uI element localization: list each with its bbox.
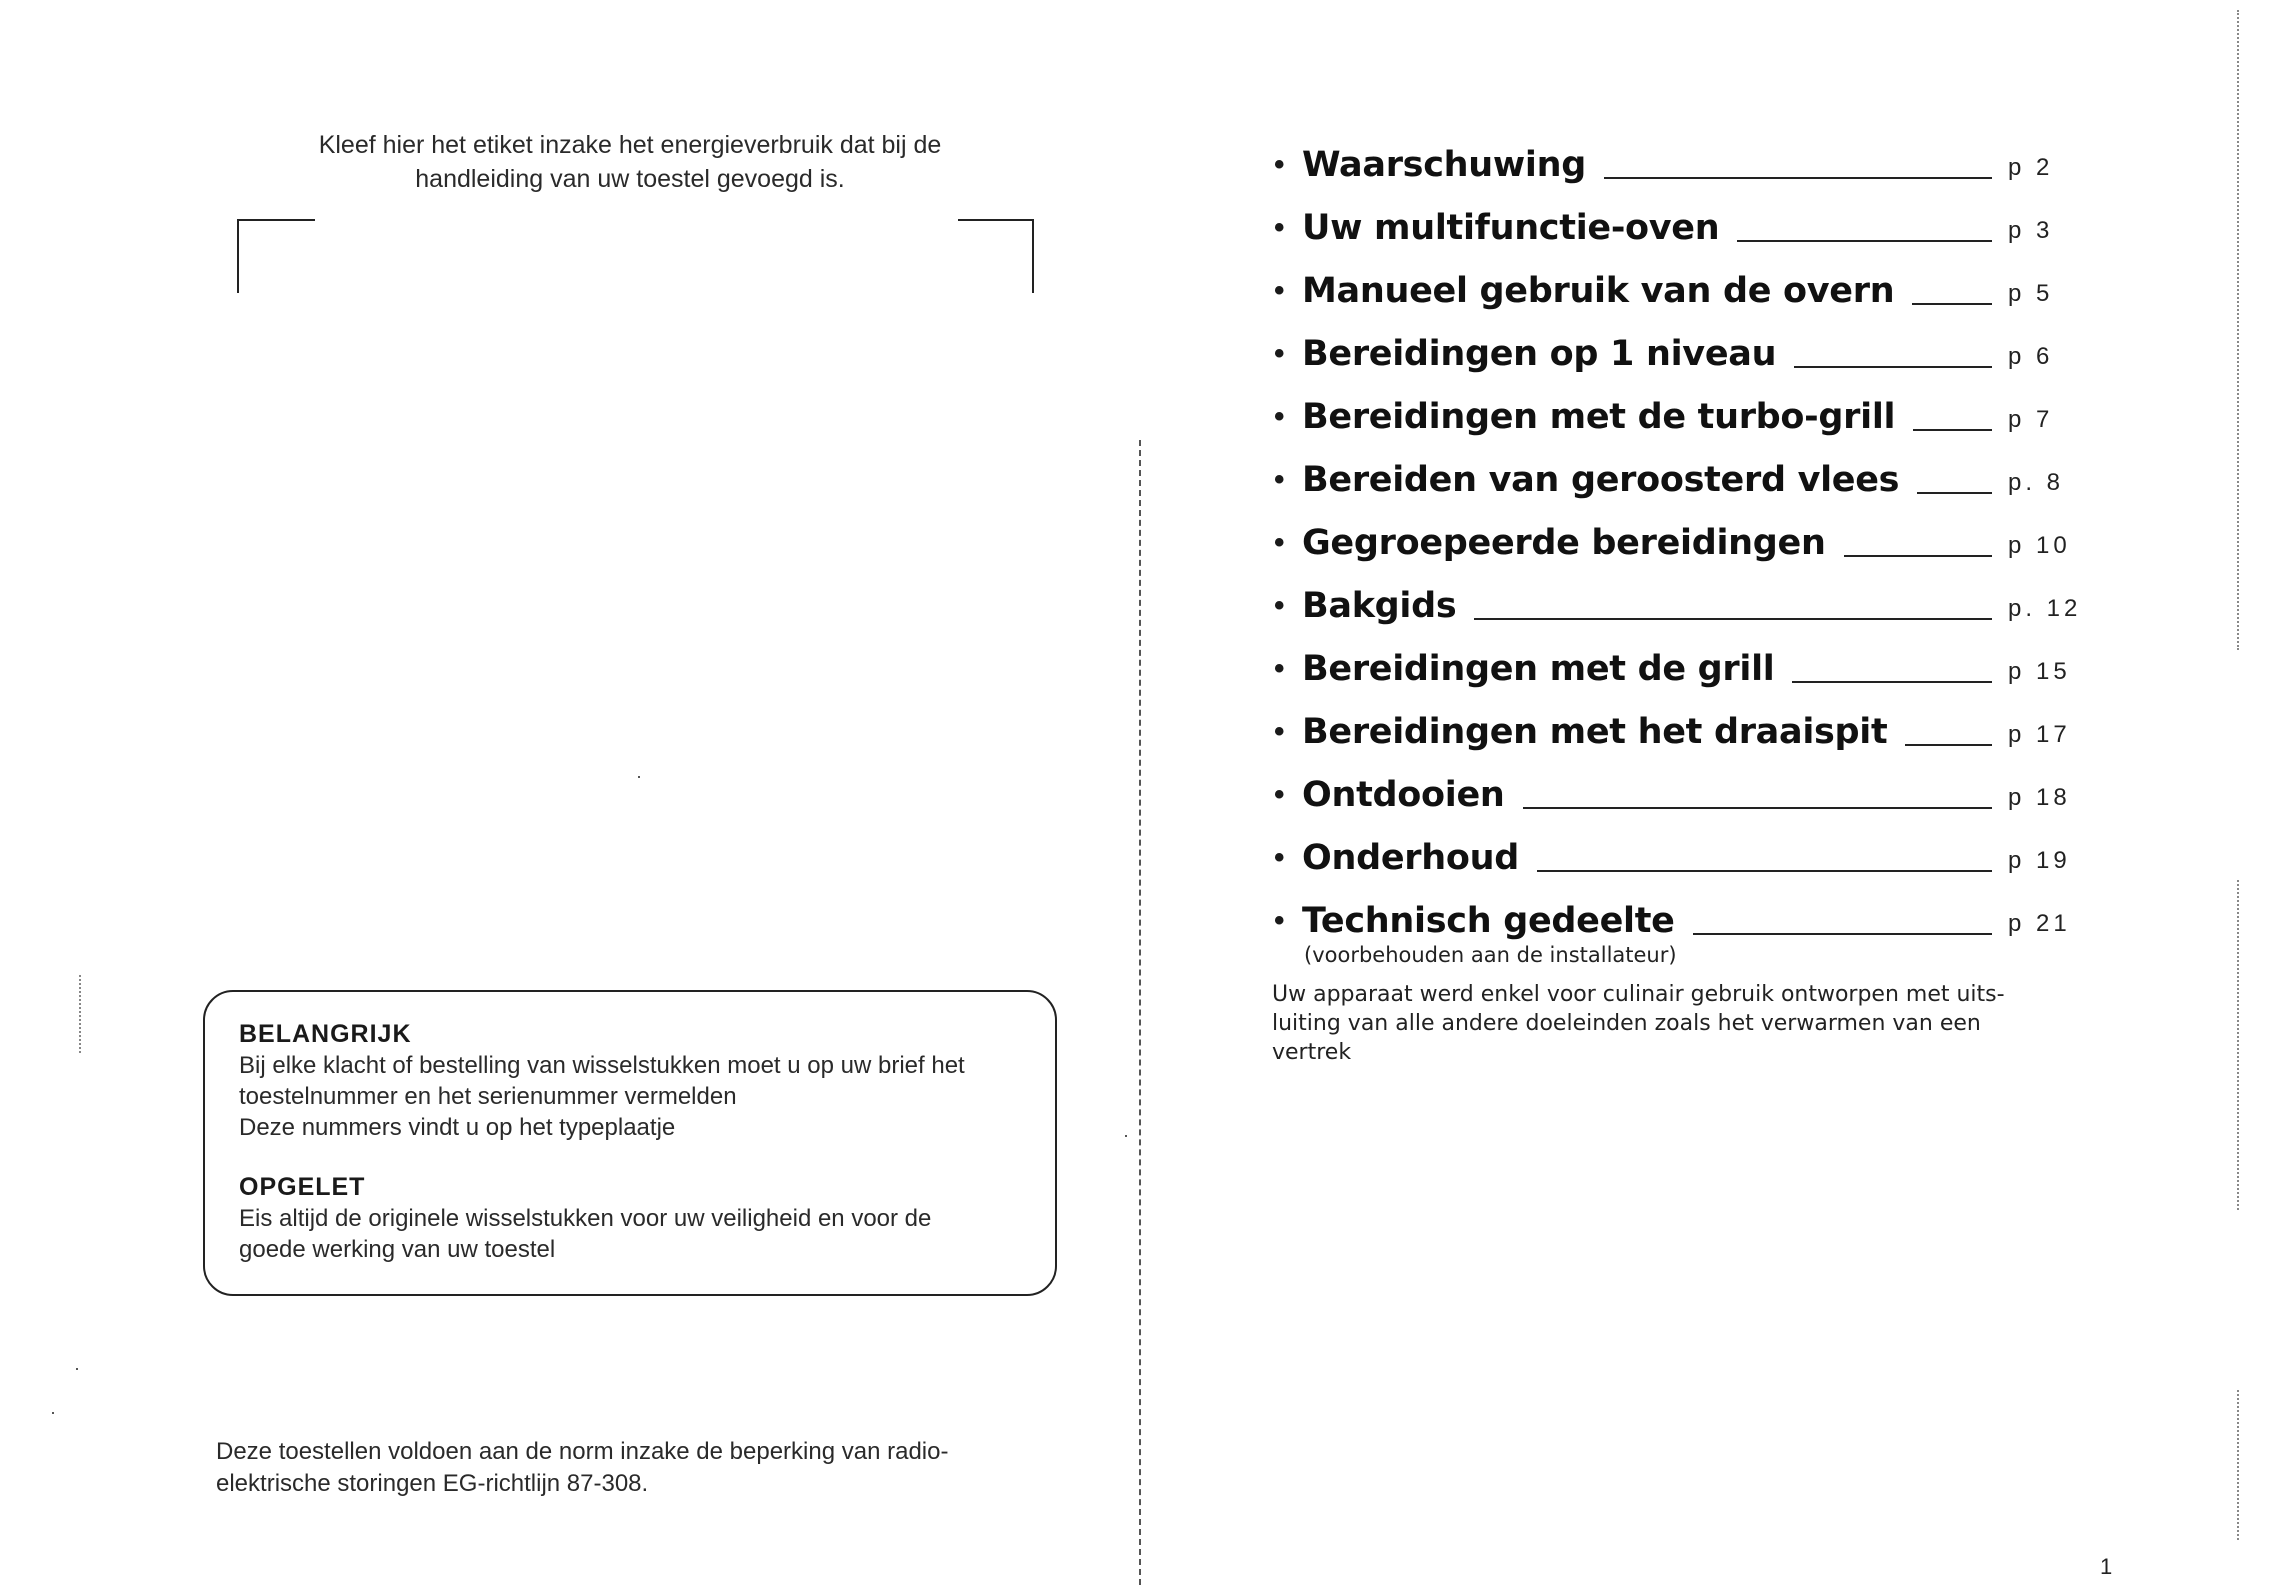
toc-title: Gegroepeerde bereidingen [1302, 523, 1826, 563]
toc-leader-line [1912, 303, 1992, 305]
caution-line-2: goede werking van uw toestel [239, 1236, 556, 1263]
toc-title: Ontdooien [1302, 775, 1505, 815]
table-of-contents [1274, 124, 2082, 967]
toc-leader-line [1523, 807, 1993, 809]
bullet-icon: • [1274, 652, 1285, 685]
toc-title: Onderhoud [1302, 838, 1519, 878]
toc-title: Uw multifunctie-oven [1302, 208, 1720, 248]
energy-label-note [240, 128, 1020, 196]
important-line-1: Bij elke klacht of bestelling van wisselstukken moet u op uw brief het [239, 1052, 965, 1079]
toc-page-ref: p 18 [2008, 784, 2071, 811]
scan-speck [76, 1368, 78, 1370]
scan-edge-dots-right-top [2237, 10, 2239, 650]
label-frame-corner-left [237, 219, 315, 293]
toc-item[interactable] [1274, 565, 2082, 628]
toc-item[interactable] [1274, 439, 2074, 502]
toc-leader-line [1794, 366, 1992, 368]
page-number: 1 [2100, 1554, 2113, 1579]
usage-note [1272, 980, 2072, 1067]
caution-text [239, 1203, 1025, 1265]
toc-title: Bakgids [1302, 586, 1457, 626]
notice-spacer [239, 1143, 1025, 1171]
toc-title: Technisch gedeelte [1302, 901, 1675, 941]
toc-leader-line [1905, 744, 1992, 746]
toc-item[interactable] [1274, 502, 2074, 565]
toc-subnote: (voorbehouden aan de installateur) [1304, 943, 1677, 967]
toc-item[interactable] [1274, 376, 2074, 439]
toc-item[interactable] [1274, 691, 2074, 754]
usage-note-line-3: vertrek [1272, 1040, 1352, 1065]
toc-page-ref: p. 12 [2008, 595, 2082, 622]
toc-page-ref: p 6 [2008, 343, 2054, 370]
bullet-icon: • [1274, 274, 1285, 307]
toc-leader-line [1474, 618, 1992, 620]
toc-item[interactable] [1274, 880, 2074, 943]
bullet-icon: • [1274, 904, 1285, 937]
toc-item[interactable] [1274, 754, 2074, 817]
label-frame-corner-right [958, 219, 1034, 293]
bullet-icon: • [1274, 715, 1285, 748]
toc-item[interactable] [1274, 628, 2074, 691]
important-line-3: Deze nummers vindt u op het typeplaatje [239, 1114, 676, 1141]
toc-item[interactable] [1274, 313, 2074, 376]
bullet-icon: • [1274, 337, 1285, 370]
scan-edge-dots-right-bottom [2237, 1390, 2239, 1540]
toc-leader-line [1693, 933, 1992, 935]
important-text [239, 1050, 1025, 1143]
toc-title: Manueel gebruik van de overn [1302, 271, 1895, 311]
bullet-icon: • [1274, 589, 1285, 622]
bullet-icon: • [1274, 400, 1285, 433]
caution-line-1: Eis altijd de originele wisselstukken voor uw veiligheid en voor de [239, 1205, 932, 1232]
toc-title: Bereiden van geroosterd vlees [1302, 460, 1900, 500]
norm-note-line-1: Deze toestellen voldoen aan de norm inzake de beperking van radio- [216, 1438, 949, 1465]
toc-page-ref: p 10 [2008, 532, 2071, 559]
toc-leader-line [1604, 177, 1992, 179]
toc-item[interactable] [1274, 187, 2074, 250]
toc-title: Bereidingen met het draaispit [1302, 712, 1888, 752]
page-fold-line [1139, 440, 1141, 1585]
usage-note-line-1: Uw apparaat werd enkel voor culinair gebruik ontworpen met uits- [1272, 982, 2005, 1007]
toc-title: Waarschuwing [1302, 145, 1586, 185]
bullet-icon: • [1274, 148, 1285, 181]
bullet-icon: • [1274, 526, 1285, 559]
energy-label-note-line-2: handleiding van uw toestel gevoegd is. [415, 165, 845, 193]
toc-item[interactable] [1274, 817, 2074, 880]
important-heading: BELANGRIJK [239, 1020, 412, 1048]
scan-speck [52, 1412, 54, 1414]
usage-note-line-2: luiting van alle andere doeleinden zoals het verwarmen van een [1272, 1011, 1981, 1036]
bullet-icon: • [1274, 841, 1285, 874]
toc-title: Bereidingen met de turbo-grill [1302, 397, 1896, 437]
energy-label-note-line-1: Kleef hier het etiket inzake het energieverbruik dat bij de [318, 131, 942, 159]
toc-page-ref: p 3 [2008, 217, 2054, 244]
toc-subnote-row [1274, 943, 2074, 967]
norm-note-line-2: elektrische storingen EG-richtlijn 87-308. [216, 1470, 649, 1497]
toc-leader-line [1737, 240, 1992, 242]
scan-edge-dots-right-middle [2237, 880, 2239, 1210]
toc-page-ref: p 19 [2008, 847, 2071, 874]
caution-heading: OPGELET [239, 1173, 366, 1201]
scan-edge-dots-left [79, 975, 81, 1053]
toc-leader-line [1537, 870, 1992, 872]
toc-title: Bereidingen op 1 niveau [1302, 334, 1777, 374]
bullet-icon: • [1274, 211, 1285, 244]
toc-item[interactable] [1274, 124, 2074, 187]
toc-leader-line [1917, 492, 1992, 494]
toc-page-ref: p 7 [2008, 406, 2054, 433]
toc-page-ref: p 5 [2008, 280, 2054, 307]
norm-compliance-note [216, 1436, 1066, 1500]
toc-leader-line [1913, 429, 1992, 431]
bullet-icon: • [1274, 778, 1285, 811]
bullet-icon: • [1274, 463, 1285, 496]
toc-page-ref: p 2 [2008, 154, 2054, 181]
scan-speck [638, 776, 640, 778]
toc-page-ref: p 15 [2008, 658, 2071, 685]
toc-page-ref: p. 8 [2008, 469, 2065, 496]
toc-page-ref: p 17 [2008, 721, 2071, 748]
toc-item[interactable] [1274, 250, 2074, 313]
toc-leader-line [1844, 555, 1992, 557]
toc-leader-line [1792, 681, 1992, 683]
toc-title: Bereidingen met de grill [1302, 649, 1775, 689]
toc-page-ref: p 21 [2008, 910, 2071, 937]
scan-speck [1125, 1135, 1127, 1137]
notice-box [203, 990, 1057, 1296]
important-line-2: toestelnummer en het serienummer vermelden [239, 1083, 737, 1110]
